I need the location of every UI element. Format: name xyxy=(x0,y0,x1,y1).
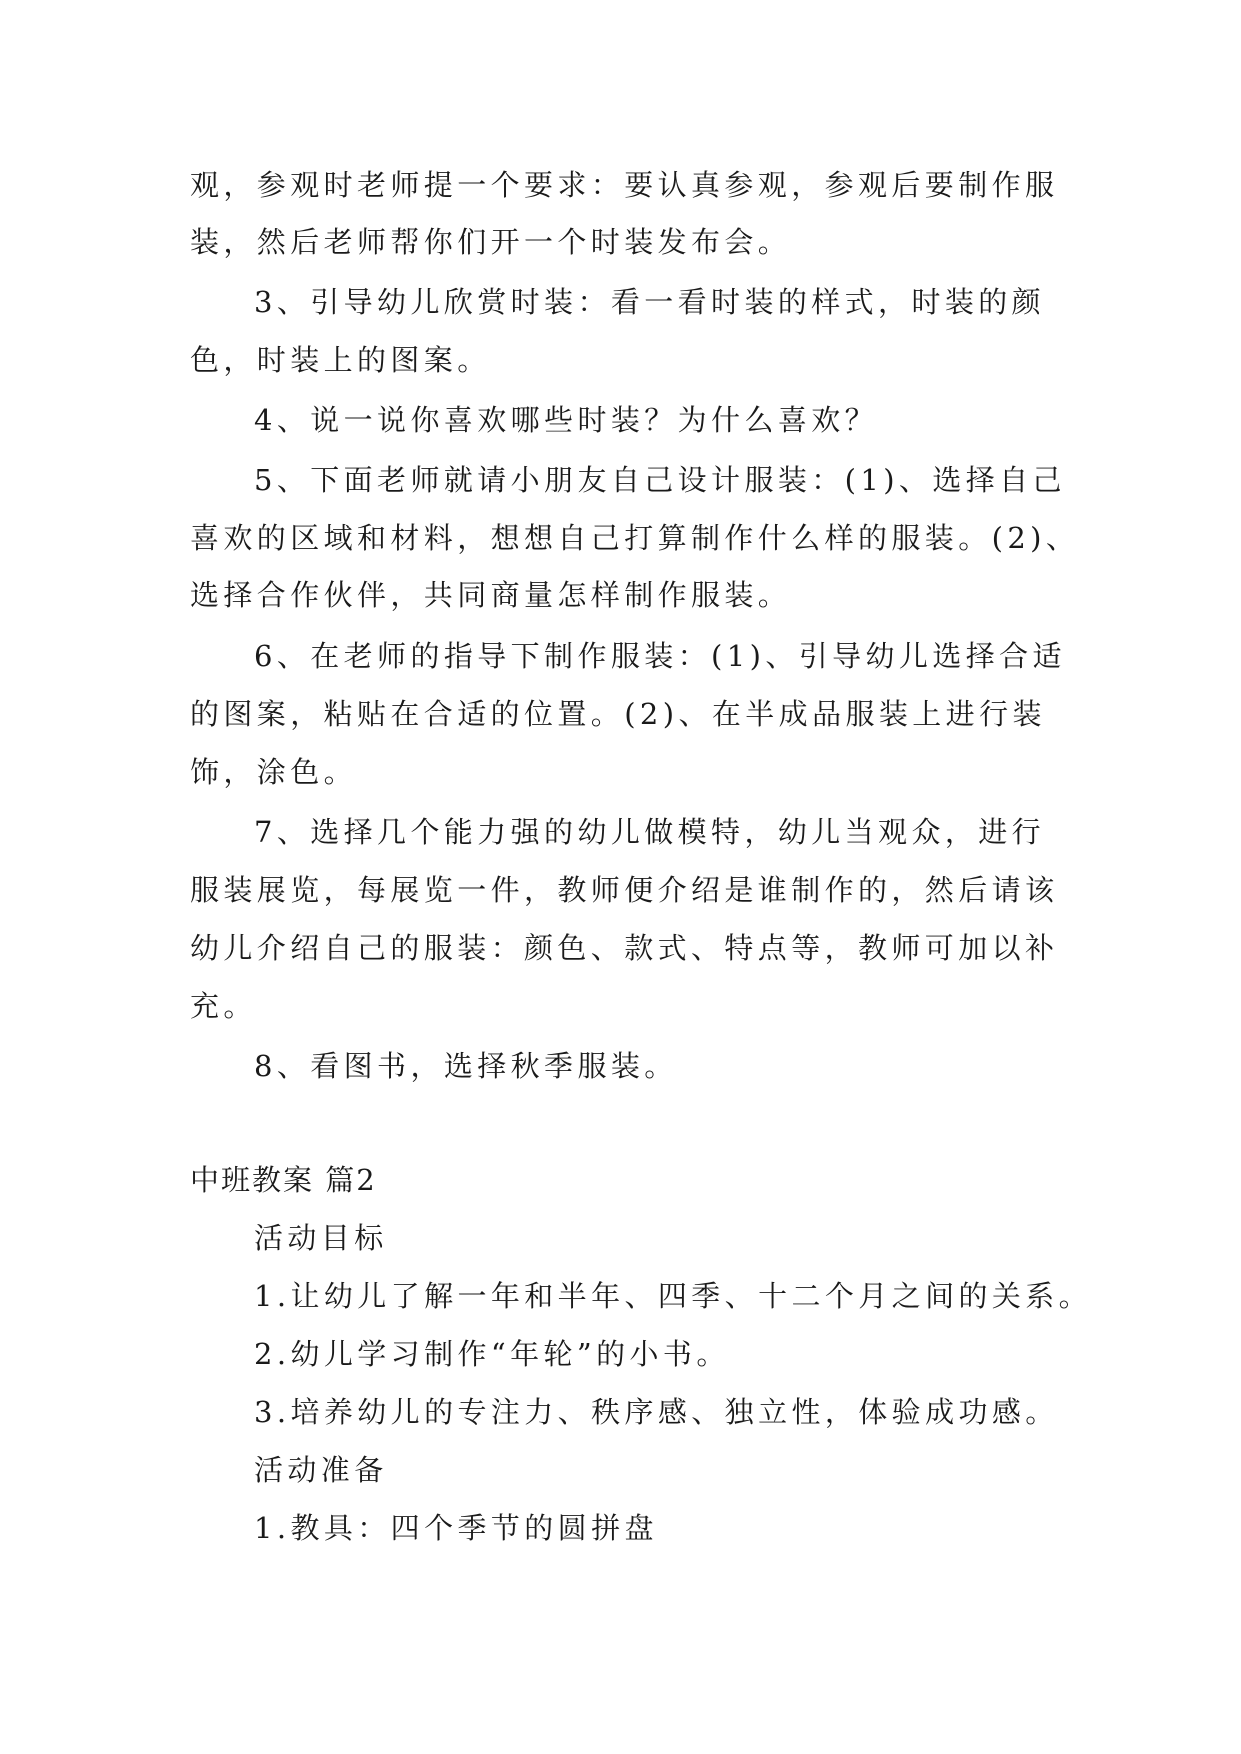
goal-3-line: 3.培养幼儿的专注力、秩序感、独立性，体验成功感。 xyxy=(254,1395,1059,1429)
paragraph-line: 色，时装上的图案。 xyxy=(190,343,491,377)
paragraph-line: 装，然后老师帮你们开一个时装发布会。 xyxy=(190,225,792,259)
goal-1-line: 1.让幼儿了解一年和半年、四季、十二个月之间的关系。 xyxy=(254,1279,1093,1313)
paragraph-line: 充。 xyxy=(190,989,257,1023)
subheading-activity-preparation: 活动准备 xyxy=(254,1453,388,1487)
step-3-line: 3、引导幼儿欣赏时装：看一看时装的样式，时装的颜 xyxy=(254,285,1046,319)
step-7-line: 7、选择几个能力强的幼儿做模特，幼儿当观众，进行 xyxy=(254,815,1046,849)
section-heading: 中班教案 篇2 xyxy=(190,1163,377,1197)
paragraph-line: 喜欢的区域和材料，想想自己打算制作什么样的服装。(2)、 xyxy=(190,521,1080,555)
preparation-1-line: 1.教具：四个季节的圆拼盘 xyxy=(254,1511,658,1545)
step-4-line: 4、说一说你喜欢哪些时装？为什么喜欢？ xyxy=(254,403,879,437)
step-8-line: 8、看图书，选择秋季服装。 xyxy=(254,1049,678,1083)
paragraph-line: 服装展览，每展览一件，教师便介绍是谁制作的，然后请该 xyxy=(190,873,1059,907)
step-6-line: 6、在老师的指导下制作服装：(1)、引导幼儿选择合适 xyxy=(254,639,1066,673)
step-5-line: 5、下面老师就请小朋友自己设计服装：(1)、选择自己 xyxy=(254,463,1066,497)
subheading-activity-goals: 活动目标 xyxy=(254,1221,388,1255)
paragraph-line: 选择合作伙伴，共同商量怎样制作服装。 xyxy=(190,578,792,612)
paragraph-line: 的图案，粘贴在合适的位置。(2)、在半成品服装上进行装 xyxy=(190,697,1046,731)
paragraph-line: 幼儿介绍自己的服装：颜色、款式、特点等，教师可加以补 xyxy=(190,931,1059,965)
paragraph-line: 饰，涂色。 xyxy=(190,755,358,789)
paragraph-line: 观，参观时老师提一个要求：要认真参观，参观后要制作服 xyxy=(190,168,1059,202)
goal-2-line: 2.幼儿学习制作“年轮”的小书。 xyxy=(254,1337,730,1371)
